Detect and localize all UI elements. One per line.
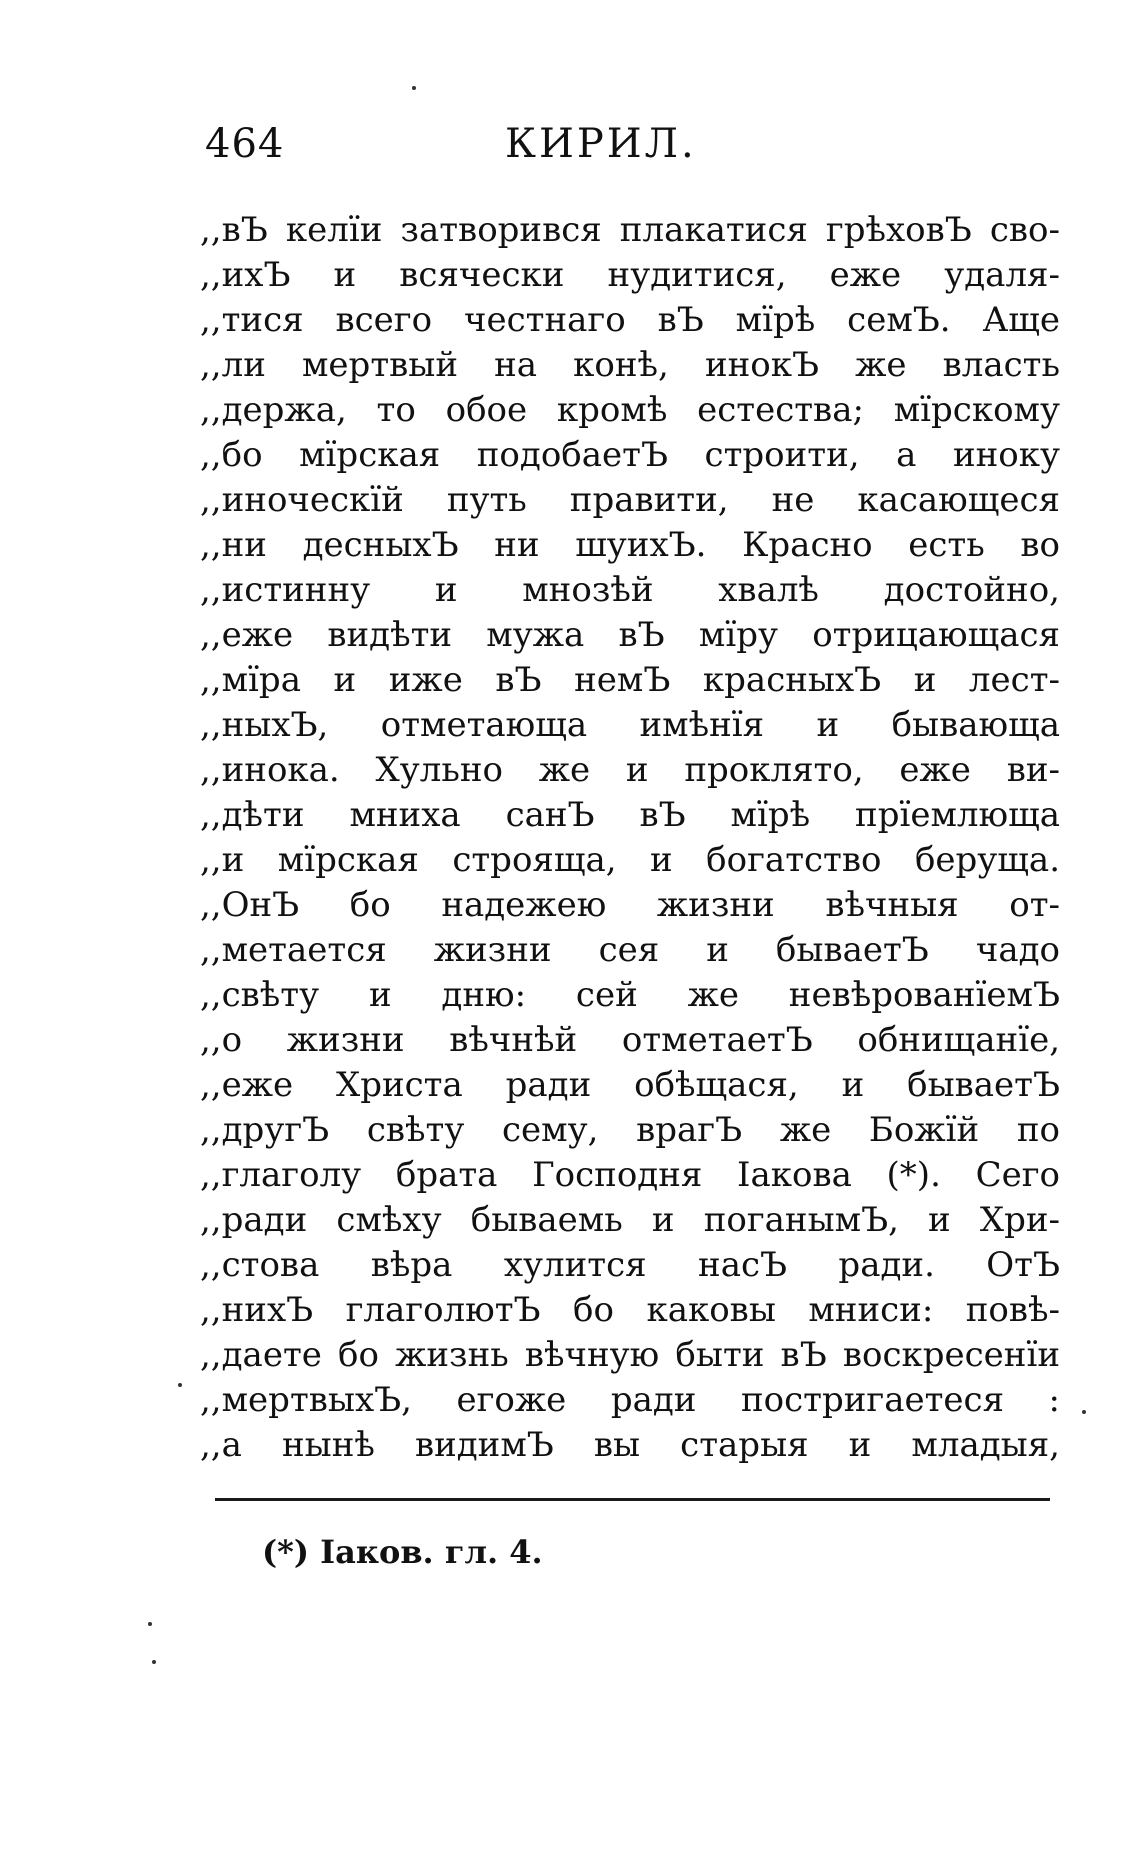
- page-number: 464: [205, 121, 285, 167]
- text-line: ,,ни десныхЪ ни шуихЪ. Красно есть во: [200, 525, 1060, 565]
- text-line: ,,еже Христа ради обѣщася, и бываетЪ: [200, 1065, 1060, 1105]
- footnote: (*) Іаков. гл. 4.: [262, 1533, 543, 1571]
- page-header: [205, 118, 697, 178]
- text-line: ,,глаголу брата Господня Іакова (*). Сего: [200, 1155, 1060, 1195]
- text-line: ,,ОнЪ бо надежею жизни вѣчныя от-: [200, 885, 1060, 925]
- text-line: ,,тися всего честнаго вЪ мїрѣ семЪ. Аще: [200, 300, 1060, 340]
- text-line: ,,мертвыхЪ, егоже ради постригаетеся :: [200, 1380, 1060, 1420]
- text-line: ,,свѣту и дню: сей же невѣрованїемЪ: [200, 975, 1060, 1015]
- text-line: ,,истинну и мнозѣй хвалѣ достойно,: [200, 570, 1060, 610]
- text-line: ,,о жизни вѣчнѣй отметаетЪ обнищанїе,: [200, 1020, 1060, 1060]
- text-line: ,,бо мїрская подобаетЪ строити, а иноку: [200, 435, 1060, 475]
- text-line: ,,даете бо жизнь вѣчную быти вЪ воскресенїи: [200, 1335, 1060, 1375]
- text-line: ,,ныхЪ, отметающа имѣнїя и бывающа: [200, 705, 1060, 745]
- print-speck: [1082, 1410, 1086, 1414]
- footnote-rule: [215, 1498, 1050, 1501]
- text-line: ,,инока. Хульно же и проклято, еже ви-: [200, 750, 1060, 790]
- text-line: ,,иноческїй путь правити, не касающеся: [200, 480, 1060, 520]
- text-line: ,,держа, то обое кромѣ естества; мїрскому: [200, 390, 1060, 430]
- text-line: ,,вЪ келїи затворився плакатися грѣховЪ сво-: [200, 210, 1060, 250]
- text-line: ,,другЪ свѣту сему, врагЪ же Божїй по: [200, 1110, 1060, 1150]
- body-text: [200, 208, 1060, 1468]
- print-speck: [178, 1383, 182, 1387]
- text-line: ,,ли мертвый на конѣ, инокЪ же власть: [200, 345, 1060, 385]
- text-line: ,,мїра и иже вЪ немЪ красныхЪ и лест-: [200, 660, 1060, 700]
- print-speck: [148, 1622, 152, 1626]
- text-line: ,,ради смѣху бываемь и поганымЪ, и Хри-: [200, 1200, 1060, 1240]
- text-line: ,,еже видѣти мужа вЪ мїру отрицающася: [200, 615, 1060, 655]
- print-speck: [412, 86, 416, 90]
- text-line: ,,и мїрская строяща, и богатство беруща.: [200, 840, 1060, 880]
- text-line: ,,метается жизни сея и бываетЪ чадо: [200, 930, 1060, 970]
- text-line: ,,стова вѣра хулится насЪ ради. ОтЪ: [200, 1245, 1060, 1285]
- text-line: ,,ихЪ и всячески нудитися, еже удаля-: [200, 255, 1060, 295]
- text-line: ,,дѣти мниха санЪ вЪ мїрѣ прїемлюща: [200, 795, 1060, 835]
- running-title: КИРИЛ.: [505, 121, 697, 167]
- text-line: ,,а нынѣ видимЪ вы старыя и младыя,: [200, 1425, 1060, 1465]
- text-line: ,,нихЪ глаголютЪ бо каковы мниси: повѣ-: [200, 1290, 1060, 1330]
- print-speck: [152, 1660, 156, 1664]
